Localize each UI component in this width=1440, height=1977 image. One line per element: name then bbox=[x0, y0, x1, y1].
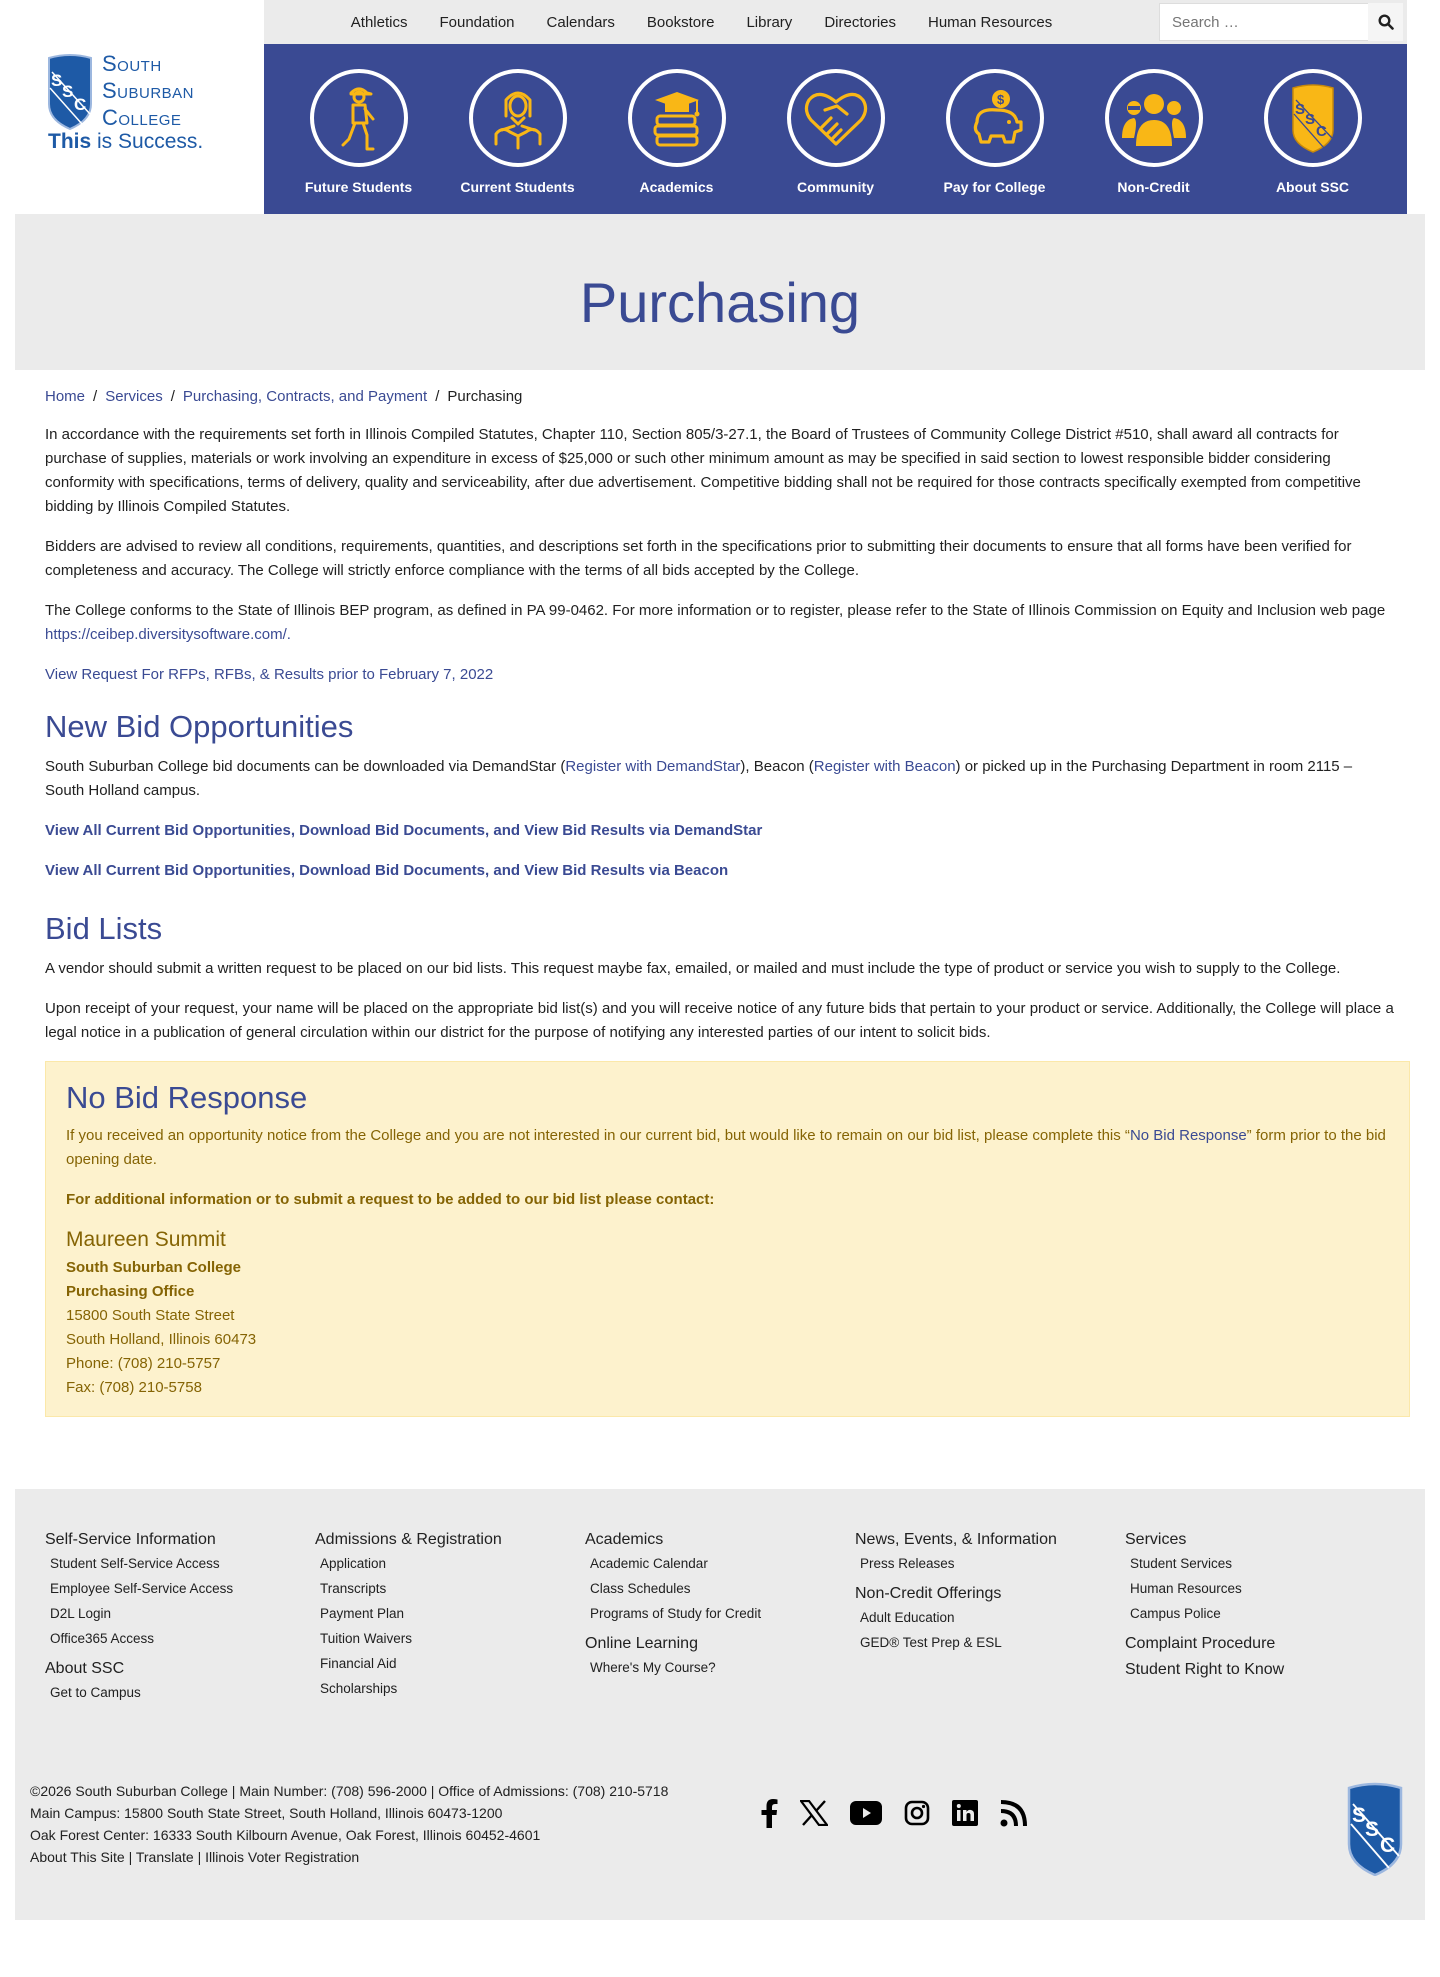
contact-phone: Phone: (708) 210-5757 bbox=[66, 1355, 221, 1372]
footer-main-campus: Main Campus: 15800 South State Street, South Holland, Illinois 60473-1200 bbox=[30, 1805, 503, 1821]
contact-name: Maureen Summit bbox=[66, 1228, 226, 1251]
page-title: Purchasing bbox=[579, 270, 861, 334]
nav-circle bbox=[946, 69, 1044, 167]
nav-non-credit[interactable] bbox=[1104, 69, 1204, 214]
footer-heading-right-to-know[interactable]: Student Right to Know bbox=[1125, 1661, 1285, 1678]
footer-link[interactable]: Programs of Study for Credit bbox=[590, 1606, 762, 1621]
about-this-site-link[interactable]: About This Site bbox=[30, 1849, 125, 1865]
nav-circle bbox=[310, 69, 408, 167]
breadcrumb-home[interactable]: Home bbox=[45, 388, 86, 405]
svg-text:C: C bbox=[74, 95, 87, 114]
nav-about-ssc[interactable] bbox=[1263, 69, 1363, 214]
nav-pay-for-college[interactable] bbox=[945, 69, 1045, 214]
footer-heading-self-service[interactable]: Self-Service Information bbox=[45, 1531, 216, 1548]
breadcrumb-separator: / bbox=[435, 388, 440, 405]
footer-link[interactable]: Payment Plan bbox=[320, 1606, 405, 1621]
contact-intro-text: For additional information or to submit a request to be added to our bid list please contact: bbox=[66, 1191, 715, 1208]
beacon-paragraph bbox=[45, 859, 1395, 883]
archive-rfp-link[interactable]: View Request For RFPs, RFBs, & Results prior to February 7, 2022 bbox=[45, 666, 494, 683]
util-link-human-resources[interactable]: Human Resources bbox=[928, 13, 1053, 31]
footer-link[interactable]: Financial Aid bbox=[320, 1656, 397, 1671]
breadcrumb-separator: / bbox=[93, 388, 98, 405]
footer-link[interactable]: Transcripts bbox=[320, 1581, 387, 1596]
contact-dept: Purchasing Office bbox=[66, 1283, 195, 1300]
footer-bottom-links: About This Site | Translate | Illinois Voter Registration bbox=[30, 1849, 360, 1865]
footer-heading-about-ssc[interactable]: About SSC bbox=[45, 1660, 125, 1677]
nav-label: About SSC bbox=[1275, 179, 1350, 195]
demandstar-paragraph bbox=[45, 819, 1395, 843]
contact-fax: Fax: (708) 210-5758 bbox=[66, 1379, 202, 1396]
student-reading-icon bbox=[488, 86, 548, 150]
nav-circle bbox=[787, 69, 885, 167]
footer-copyright: ©2026 South Suburban College | Main Number: (708) 596-2000 | Office of Admissions: (708) 210-5718 bbox=[30, 1783, 669, 1799]
footer-heading-admissions[interactable]: Admissions & Registration bbox=[315, 1531, 502, 1548]
site-footer bbox=[15, 1489, 1425, 1920]
footer-col-news bbox=[855, 1531, 1125, 1710]
nav-label: Pay for College bbox=[943, 179, 1046, 195]
rss-link[interactable] bbox=[1000, 1799, 1028, 1831]
facebook-icon bbox=[760, 1798, 778, 1828]
search-icon bbox=[1378, 14, 1394, 30]
nav-community[interactable] bbox=[786, 69, 886, 214]
search-button[interactable] bbox=[1368, 3, 1403, 41]
footer-columns bbox=[45, 1531, 1395, 1710]
footer-ssc-shield-icon bbox=[1345, 1780, 1405, 1876]
footer-link[interactable]: Where's My Course? bbox=[590, 1660, 716, 1675]
footer-link[interactable]: Application bbox=[320, 1556, 387, 1571]
footer-link[interactable]: Adult Education bbox=[860, 1610, 955, 1625]
footer-link[interactable]: Academic Calendar bbox=[590, 1556, 708, 1571]
breadcrumb-services[interactable]: Services bbox=[105, 388, 163, 405]
search-form bbox=[1159, 3, 1403, 41]
bid-lists-paragraph-1: A vendor should submit a written request to be placed on our bid lists. This request maybe fax, emailed, or mailed and must include the type of product or service you wish to supply to the College. bbox=[45, 960, 1341, 977]
footer-link[interactable]: Tuition Waivers bbox=[320, 1631, 413, 1646]
intro-paragraph-statutes: In accordance with the requirements set forth in Illinois Compiled Statutes, Chapter 110, Section 805/3-27.1, the Board of Trustees of Community College District #510, shall award all contracts for purchase of supplies, materials or work involving an expenditure in excess of $25,000 or such other minimum amount as may be specified in said section to lowest responsible bidder considering conformity with specifications, terms of delivery, quality and serviceability, after due advertisement. Competitive bidding shall not be required for those contracts specifically exempted from competitive bidding by Illinois Compiled Statutes. bbox=[45, 426, 1361, 515]
nav-future-students[interactable] bbox=[304, 69, 413, 214]
translate-link[interactable]: Translate bbox=[135, 1849, 194, 1865]
walking-student-icon bbox=[331, 83, 387, 153]
footer-link[interactable]: GED® Test Prep & ESL bbox=[860, 1635, 1002, 1650]
contact-intro bbox=[66, 1188, 1389, 1212]
utility-nav bbox=[264, 0, 1139, 44]
footer-link[interactable]: Student Services bbox=[1130, 1556, 1233, 1571]
svg-text:S: S bbox=[1304, 111, 1315, 128]
nav-label: Current Students bbox=[460, 179, 575, 195]
svg-text:S: S bbox=[51, 71, 63, 90]
breadcrumb bbox=[45, 388, 1395, 405]
tagline-bold: This bbox=[48, 130, 92, 153]
footer-link[interactable]: Campus Police bbox=[1130, 1606, 1221, 1621]
footer-link[interactable]: Employee Self-Service Access bbox=[50, 1581, 234, 1596]
new-bid-opportunities-heading: New Bid Opportunities bbox=[45, 709, 354, 744]
contact-city: South Holland, Illinois 60473 bbox=[66, 1331, 257, 1348]
no-bid-text: ” form prior to the bid opening date. bbox=[66, 1127, 1386, 1168]
site-logo[interactable] bbox=[46, 50, 216, 160]
footer-heading-online-learning[interactable]: Online Learning bbox=[585, 1635, 698, 1652]
linkedin-icon bbox=[952, 1800, 978, 1826]
footer-bottom bbox=[30, 1780, 1396, 1910]
contact-street: 15800 South State Street bbox=[66, 1307, 235, 1324]
nav-label: Academics bbox=[639, 179, 714, 195]
footer-link[interactable]: Scholarships bbox=[320, 1681, 398, 1696]
logo-wordmark bbox=[102, 50, 194, 131]
x-twitter-link[interactable] bbox=[800, 1800, 828, 1830]
nav-label: Non-Credit bbox=[1117, 179, 1190, 195]
nav-label: Community bbox=[797, 179, 874, 195]
site-header bbox=[0, 0, 1440, 214]
nav-academics[interactable] bbox=[627, 69, 727, 214]
ceibep-link[interactable]: https://ceibep.diversitysoftware.com/. bbox=[45, 626, 291, 643]
bep-text: The College conforms to the State of Illinois BEP program, as defined in PA 99-0462. For more information or to register, please refer to the State of Illinois Commission on Equity and Inclusion web page bbox=[45, 602, 1386, 619]
util-link-directories[interactable]: Directories bbox=[824, 13, 896, 31]
utility-bar bbox=[264, 0, 1407, 44]
util-link-library[interactable]: Library bbox=[746, 13, 793, 31]
breadcrumb-purchasing-contracts[interactable]: Purchasing, Contracts, and Payment bbox=[182, 388, 428, 405]
page-hero bbox=[15, 214, 1425, 370]
main-nav bbox=[264, 44, 1407, 214]
heart-handshake-icon bbox=[803, 88, 869, 148]
books-graduation-cap-icon bbox=[645, 86, 709, 150]
footer-link[interactable]: Office365 Access bbox=[50, 1631, 155, 1646]
new-bids-paragraph bbox=[45, 755, 1395, 803]
footer-link[interactable]: Get to Campus bbox=[50, 1685, 141, 1700]
nav-label: Future Students bbox=[304, 179, 413, 195]
footer-heading-academics[interactable]: Academics bbox=[585, 1531, 664, 1548]
new-bids-text: ), Beacon ( bbox=[740, 758, 814, 775]
svg-text:S: S bbox=[1294, 101, 1305, 118]
util-link-foundation[interactable]: Foundation bbox=[439, 13, 515, 31]
archive-paragraph bbox=[45, 663, 1395, 687]
svg-text:$: $ bbox=[996, 92, 1004, 107]
register-demandstar-link[interactable]: Register with DemandStar bbox=[565, 758, 741, 775]
instagram-icon bbox=[904, 1800, 930, 1826]
logo-tagline bbox=[48, 130, 203, 154]
footer-link[interactable]: Press Releases bbox=[860, 1556, 955, 1571]
instagram-link[interactable] bbox=[904, 1800, 930, 1830]
bid-lists-heading: Bid Lists bbox=[45, 911, 163, 946]
logo-line-2: Suburban bbox=[102, 78, 195, 103]
footer-oak-forest: Oak Forest Center: 16333 South Kilbourn Avenue, Oak Forest, Illinois 60452-4601 bbox=[30, 1827, 541, 1843]
svg-text:S: S bbox=[1365, 1818, 1380, 1841]
logo-line-1: South bbox=[102, 51, 162, 76]
new-bids-text: ) or picked up in the Purchasing Department in room 2115 – South Holland campus. bbox=[45, 758, 1353, 799]
register-beacon-link[interactable]: Register with Beacon bbox=[813, 758, 956, 775]
main-content bbox=[0, 370, 1440, 1417]
no-bid-response-form-link[interactable]: No Bid Response bbox=[1129, 1127, 1247, 1144]
footer-heading-news[interactable]: News, Events, & Information bbox=[855, 1531, 1057, 1548]
nav-circle bbox=[628, 69, 726, 167]
footer-link[interactable]: Student Self-Service Access bbox=[50, 1556, 220, 1571]
breadcrumb-separator: / bbox=[170, 388, 175, 405]
bid-lists-paragraph-2: Upon receipt of your request, your name will be placed on the appropriate bid list(s) and you will receive notice of any future bids that pertain to your product or service. Additionally, the College will place a legal notice in a publication of general circulation within our district for the purpose of notifying any interested parties of our intent to solicit bids. bbox=[45, 1000, 1394, 1041]
footer-col-services bbox=[1125, 1531, 1395, 1710]
youtube-link[interactable] bbox=[850, 1801, 882, 1829]
ssc-shield-icon bbox=[46, 52, 94, 130]
footer-heading-complaint-procedure[interactable]: Complaint Procedure bbox=[1125, 1635, 1276, 1652]
ssc-shield-icon bbox=[1290, 82, 1336, 154]
logo-line-3: College bbox=[102, 105, 182, 130]
svg-text:C: C bbox=[1315, 123, 1327, 140]
no-bid-paragraph bbox=[66, 1124, 1389, 1172]
nav-circle bbox=[1105, 69, 1203, 167]
footer-link[interactable]: Class Schedules bbox=[590, 1581, 691, 1596]
footer-col-academics bbox=[585, 1531, 855, 1710]
no-bid-response-box bbox=[45, 1061, 1410, 1417]
youtube-icon bbox=[850, 1801, 882, 1825]
footer-heading-services[interactable]: Services bbox=[1125, 1531, 1187, 1548]
search-input[interactable] bbox=[1159, 3, 1368, 41]
util-link-athletics[interactable]: Athletics bbox=[350, 13, 408, 31]
no-bid-text: If you received an opportunity notice from the College and you are not interested in our current bid, but would like to remain on our bid list, please complete this “ bbox=[66, 1127, 1130, 1144]
intro-paragraph-bidders: Bidders are advised to review all conditions, requirements, quantities, and descriptions set forth in the specifications prior to submitting their documents to ensure that all forms have been verified for completeness and accuracy. The College will strictly enforce compliance with the terms of all bids accepted by the College. bbox=[45, 538, 1352, 579]
contact-org: South Suburban College bbox=[66, 1259, 241, 1276]
contact-details bbox=[66, 1256, 1389, 1400]
voter-registration-link[interactable]: Illinois Voter Registration bbox=[205, 1849, 360, 1865]
social-links bbox=[760, 1798, 1028, 1832]
x-twitter-icon bbox=[800, 1800, 828, 1826]
nav-circle bbox=[469, 69, 567, 167]
new-bids-text: South Suburban College bid documents can be downloaded via DemandStar ( bbox=[45, 758, 566, 775]
footer-link[interactable]: D2L Login bbox=[50, 1606, 112, 1621]
facebook-link[interactable] bbox=[760, 1798, 778, 1832]
footer-heading-non-credit[interactable]: Non-Credit Offerings bbox=[855, 1585, 1002, 1602]
svg-text:C: C bbox=[1380, 1834, 1396, 1857]
breadcrumb-current: Purchasing bbox=[447, 388, 523, 405]
view-bids-demandstar-link[interactable]: View All Current Bid Opportunities, Download Bid Documents, and View Bid Results via DemandStar bbox=[45, 822, 763, 839]
intro-paragraph-bep bbox=[45, 599, 1395, 647]
footer-legal-text bbox=[30, 1780, 720, 1910]
view-bids-beacon-link[interactable]: View All Current Bid Opportunities, Download Bid Documents, and View Bid Results via Beacon bbox=[45, 862, 729, 879]
footer-link[interactable]: Human Resources bbox=[1130, 1581, 1242, 1596]
tagline-rest: is Success. bbox=[91, 130, 204, 153]
util-link-calendars[interactable]: Calendars bbox=[546, 13, 615, 31]
nav-circle bbox=[1264, 69, 1362, 167]
nav-current-students[interactable] bbox=[460, 69, 575, 214]
linkedin-link[interactable] bbox=[952, 1800, 978, 1830]
svg-text:S: S bbox=[1352, 1804, 1367, 1827]
footer-col-self-service bbox=[45, 1531, 315, 1710]
group-people-icon bbox=[1120, 90, 1188, 146]
svg-text:S: S bbox=[62, 82, 74, 101]
piggy-bank-icon bbox=[963, 86, 1027, 150]
no-bid-response-heading: No Bid Response bbox=[66, 1080, 308, 1115]
rss-icon bbox=[1000, 1799, 1028, 1827]
util-link-bookstore[interactable]: Bookstore bbox=[646, 13, 715, 31]
footer-col-admissions bbox=[315, 1531, 585, 1710]
